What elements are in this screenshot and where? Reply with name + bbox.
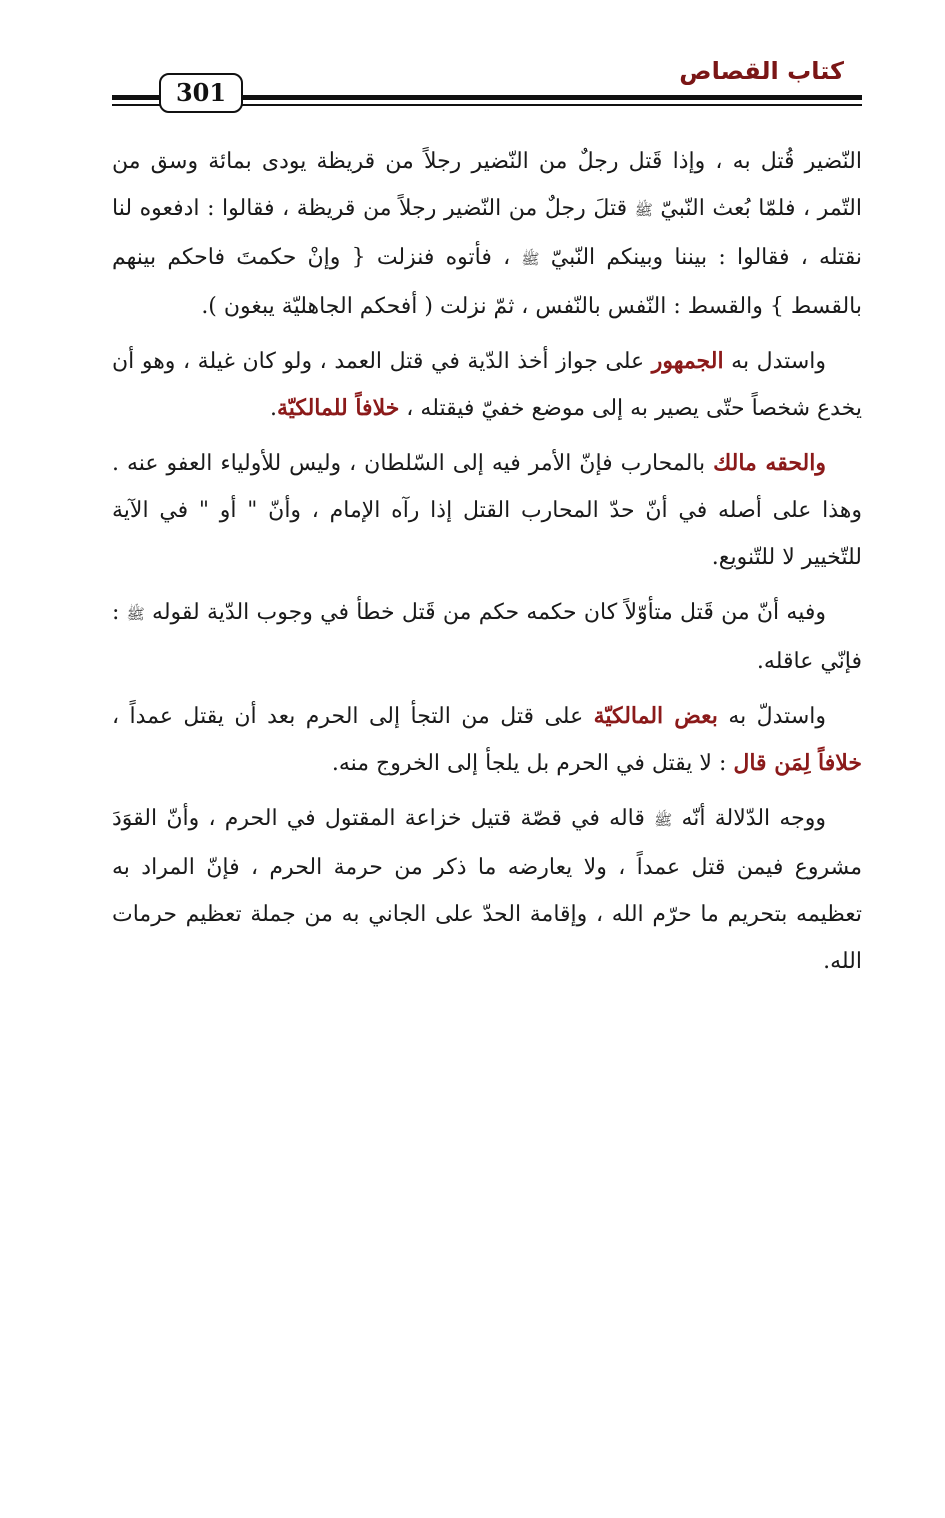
text: : لا يقتل في الحرم بل يلجأ إلى الخروج منه. — [331, 751, 734, 776]
page-body — [112, 138, 862, 993]
text: النّضير قُتل به ، وإذا قَتل رجلٌ من النّضير رجلاً من قريظة يودى بمائة وسق من التّمر ، فلمّا بُعث النّبيّ — [112, 149, 862, 221]
text: قتلَ رجلٌ من النّضير رجلاً من قريظة ، فقالوا : ادفعوه لنا نقتله ، فقالوا : بيننا وبينكم النّبيّ — [112, 196, 862, 270]
paragraph-6 — [112, 795, 862, 985]
highlighted-term: والحقه مالك — [713, 450, 826, 476]
text: وفيه أنّ من قَتل متأوّلاً كان حكمه حكم من قَتل خطأ في وجوب الدّية لقوله — [144, 600, 826, 625]
text: ، فأتوه فنزلت { وإنْ حكمتَ فاحكم بينهم بالقسط } والقسط : النّفس بالنّفس ، ثمّ نزلت ( أفحكم الجاهليّة يبغون ). — [112, 245, 862, 319]
page-header — [112, 55, 862, 117]
highlighted-term: بعض المالكيّة — [593, 703, 718, 729]
text: قاله في قصّة قتيل خزاعة المقتول في الحرم ، وأنّ القوَدَ مشروع فيمن قتل عمداً ، ولا يعارضه ما ذكر من حرمة الحرم ، فإنّ المراد به تعظيمه بتحريم ما حرّم الله ، وإقامة الحدّ على الجاني به من جملة تعظيم حرمات الله. — [112, 806, 862, 974]
text: ووجه الدّلالة أنّه — [672, 806, 827, 831]
salutation-glyph: ﷺ — [634, 201, 653, 219]
highlighted-term: خلافاً للمالكيّة — [277, 395, 400, 421]
paragraph-5 — [112, 693, 862, 787]
salutation-glyph: ﷺ — [654, 811, 673, 829]
text: واستدلّ به — [717, 704, 826, 729]
highlighted-term: الجمهور — [651, 348, 724, 374]
page-number: 301 — [159, 73, 243, 113]
paragraph-2 — [112, 338, 862, 432]
text: على قتل من التجأ إلى الحرم بعد أن يقتل عمداً ، — [112, 704, 594, 729]
text: بالمحارب فإنّ الأمر فيه إلى السّلطان ، وليس للأولياء العفو عنه . وهذا على أصله في أنّ حدّ المحارب القتل إذا رآه الإمام ، وأنّ " أو " في الآية للتّخيير لا للتّنويع. — [112, 451, 862, 570]
paragraph-3 — [112, 440, 862, 581]
text: : فإنّي عاقله. — [112, 600, 862, 674]
paragraph-1 — [112, 138, 862, 330]
salutation-glyph: ﷺ — [521, 250, 540, 268]
highlighted-term: خلافاً لِمَن قال — [733, 750, 862, 776]
chapter-title: كتاب القصاص — [679, 57, 844, 85]
paragraph-4 — [112, 589, 862, 685]
text: على جواز أخذ الدّية في قتل العمد ، ولو كان غيلة ، وهو أن يخدع شخصاً حتّى يصير به إلى موضع خفيّ فيقتله ، — [112, 349, 862, 421]
text: . — [270, 396, 277, 421]
text: واستدل به — [723, 349, 826, 374]
salutation-glyph: ﷺ — [126, 605, 145, 623]
